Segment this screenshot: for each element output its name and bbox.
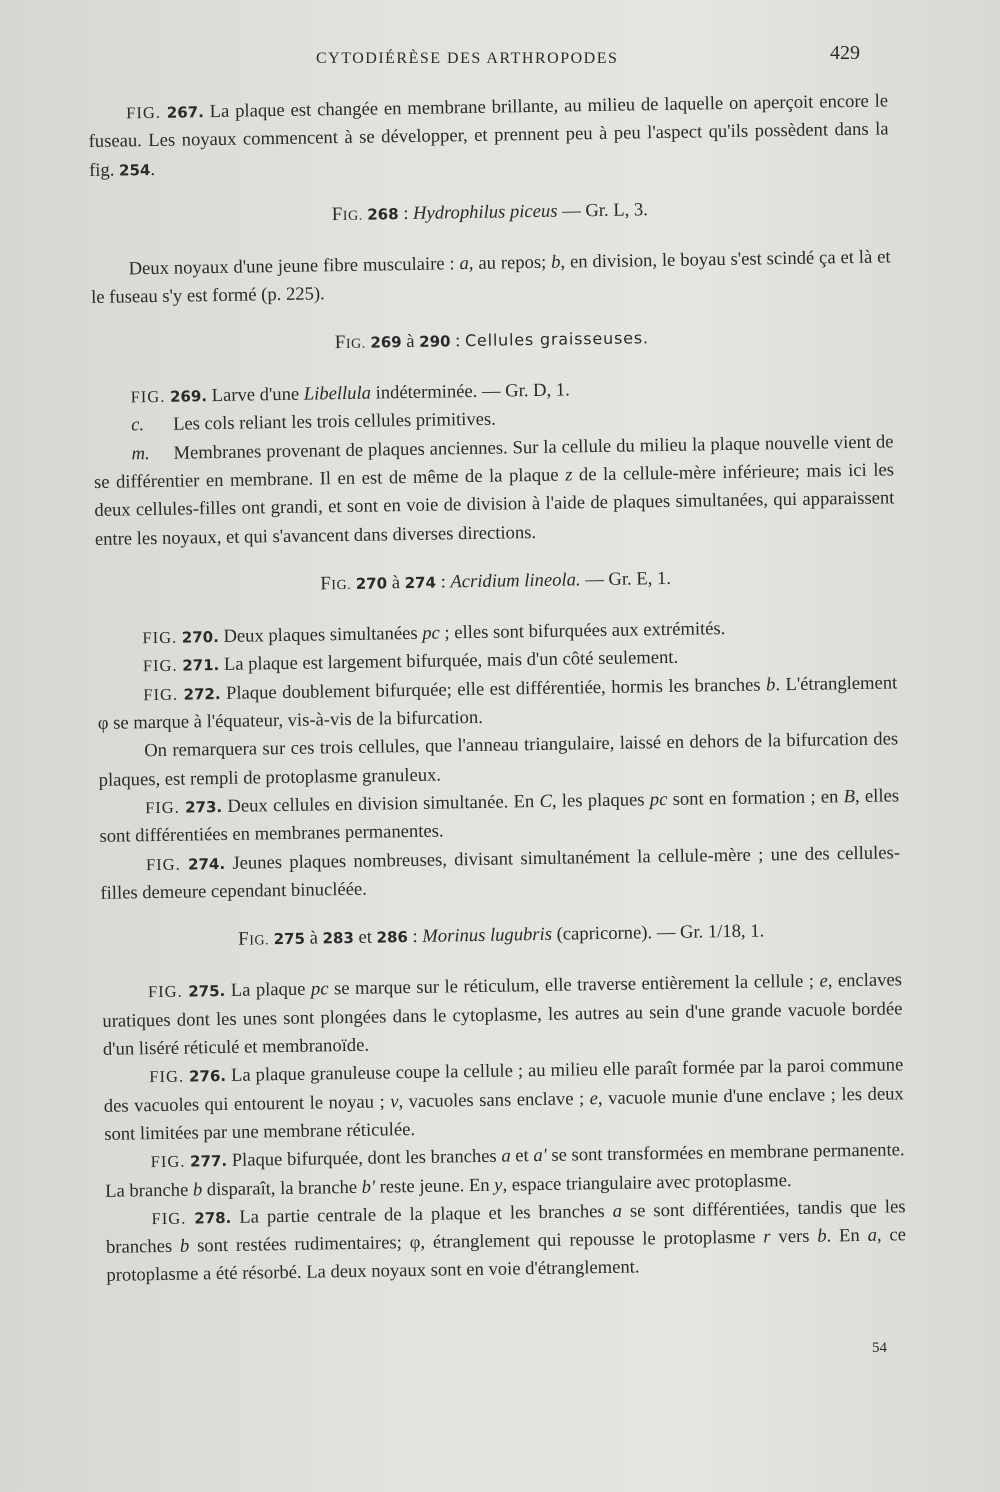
species-name: Morinus lugubris (422, 923, 553, 947)
fig-274-caption: FIG. 274. Jeunes plaques nombreuses, divisant simultanément la cellule-mère ; une des cellules-filles demeure cependant binucléée. (100, 841, 901, 904)
genus-name: Libellula (303, 382, 372, 405)
fig-273-caption: FIG. 273. Deux cellules en division simultanée. En C, les plaques pc sont en formation ; en B, elles sont différentiées en membranes permanentes. (99, 785, 900, 848)
fig-269-caption: FIG. 269. Larve d'une Libellula indéterminée. — Gr. D, 1. (130, 379, 570, 407)
page-number: 429 (830, 42, 860, 64)
fig-268-caption: Deux noyaux d'une jeune fibre musculaire : a, au repos; b, en division, le boyau s'est scindé ça et là et le fuseau s'y est formé (p. 225). (90, 246, 891, 309)
page-body (88, 87, 907, 1290)
section-title: Cellules graisseuses. (464, 328, 649, 350)
section-heading-270: FIG. 270 à 274 : Acridium lineola. — Gr. E, 1. (320, 567, 672, 595)
section-heading-268: FIG. 268 : Hydrophilus piceus — Gr. L, 3. (331, 199, 649, 226)
page-header (0, 42, 1000, 76)
item-m: m. Membranes provenant de plaques anciennes. Sur la cellule du milieu la plaque nouvelle vient de se différentier en membrane. Il en est de même de la plaque z de la cellule-mère inférieure; mais ici les deux cellules-filles ont grandi, et sont en voie de division à l'aide de plaques simultanées, qui apparaissent entre les noyaux, et qui s'avancent dans diverses directions. (93, 431, 895, 550)
fig-276-caption: FIG. 276. La plaque granuleuse coupe la cellule ; au milieu elle paraît formée par la paroi commune des vacuoles qui entourent le noyau ; v, vacuoles sans enclave ; e, vacuole munie d'une enclave ; les deux sont limitées par une membrane réticulée. (103, 1054, 904, 1145)
item-c: c. Les cols reliant les trois cellules primitives. (130, 409, 496, 436)
remark-paragraph: On remarquera sur ces trois cellules, que l'anneau triangulaire, laissé en dehors de la bifurcation des plaques, est rempli de protoplasme granuleux. (98, 728, 899, 791)
fig-272-caption: FIG. 272. Plaque doublement bifurquée; elle est différentiée, hormis les branches b. L'étranglement φ se marque à l'équateur, vis-à-vis de la bifurcation. (97, 672, 898, 734)
fig-275-caption: FIG. 275. La plaque pc se marque sur le réticulum, elle traverse entièrement la cellule ; e, enclaves uratiques dont les unes sont plongées dans le cytoplasme, les autres au sein d'une grande vacuole bordée d'un liséré réticulé et membranoïde. (102, 969, 903, 1060)
running-title: CYTODIÉRÈSE DES ARTHROPODES (316, 50, 619, 67)
section-heading-275: FIG. 275 à 283 et 286 : Morinus lugubris (capricorne). — Gr. 1/18, 1. (237, 920, 765, 950)
fig-267-caption: FIG. 267. La plaque est changée en membrane brillante, au milieu de laquelle on aperçoit encore le fuseau. Les noyaux commencent à se développer, et prennent peu à peu l'aspect qu'ils possèdent dans la fig. 254. (88, 90, 889, 181)
fig-270-caption: FIG. 270. Deux plaques simultanées pc ; elles sont bifurquées aux extrémités. (142, 618, 726, 648)
species-name: Acridium lineola. (450, 569, 581, 593)
signature-mark: 54 (872, 1340, 887, 1356)
fig-278-caption: FIG. 278. La partie centrale de la plaque et les branches a se sont différentiées, tandis que les branches b sont restées rudimentaires; φ, étranglement qui repousse le protoplasme r vers b. En a, ce protoplasme a été résorbé. La deux noyaux sont en voie d'étranglement. (105, 1196, 907, 1287)
species-name: Hydrophilus piceus (412, 200, 558, 224)
fig-277-caption: FIG. 277. Plaque bifurquée, dont les branches a et a' se sont transformées en membrane permanente. La branche b disparaît, la branche b' reste jeune. En y, espace triangulaire avec protoplasme. (104, 1139, 905, 1202)
fig-reference: 254 (118, 160, 151, 180)
section-heading-269: FIG. 269 à 290 : Cellules graisseuses. (334, 328, 649, 353)
fig-number: 267. (166, 103, 204, 122)
fig-271-caption: FIG. 271. La plaque est largement bifurquée, mais d'un côté seulement. (142, 647, 679, 676)
